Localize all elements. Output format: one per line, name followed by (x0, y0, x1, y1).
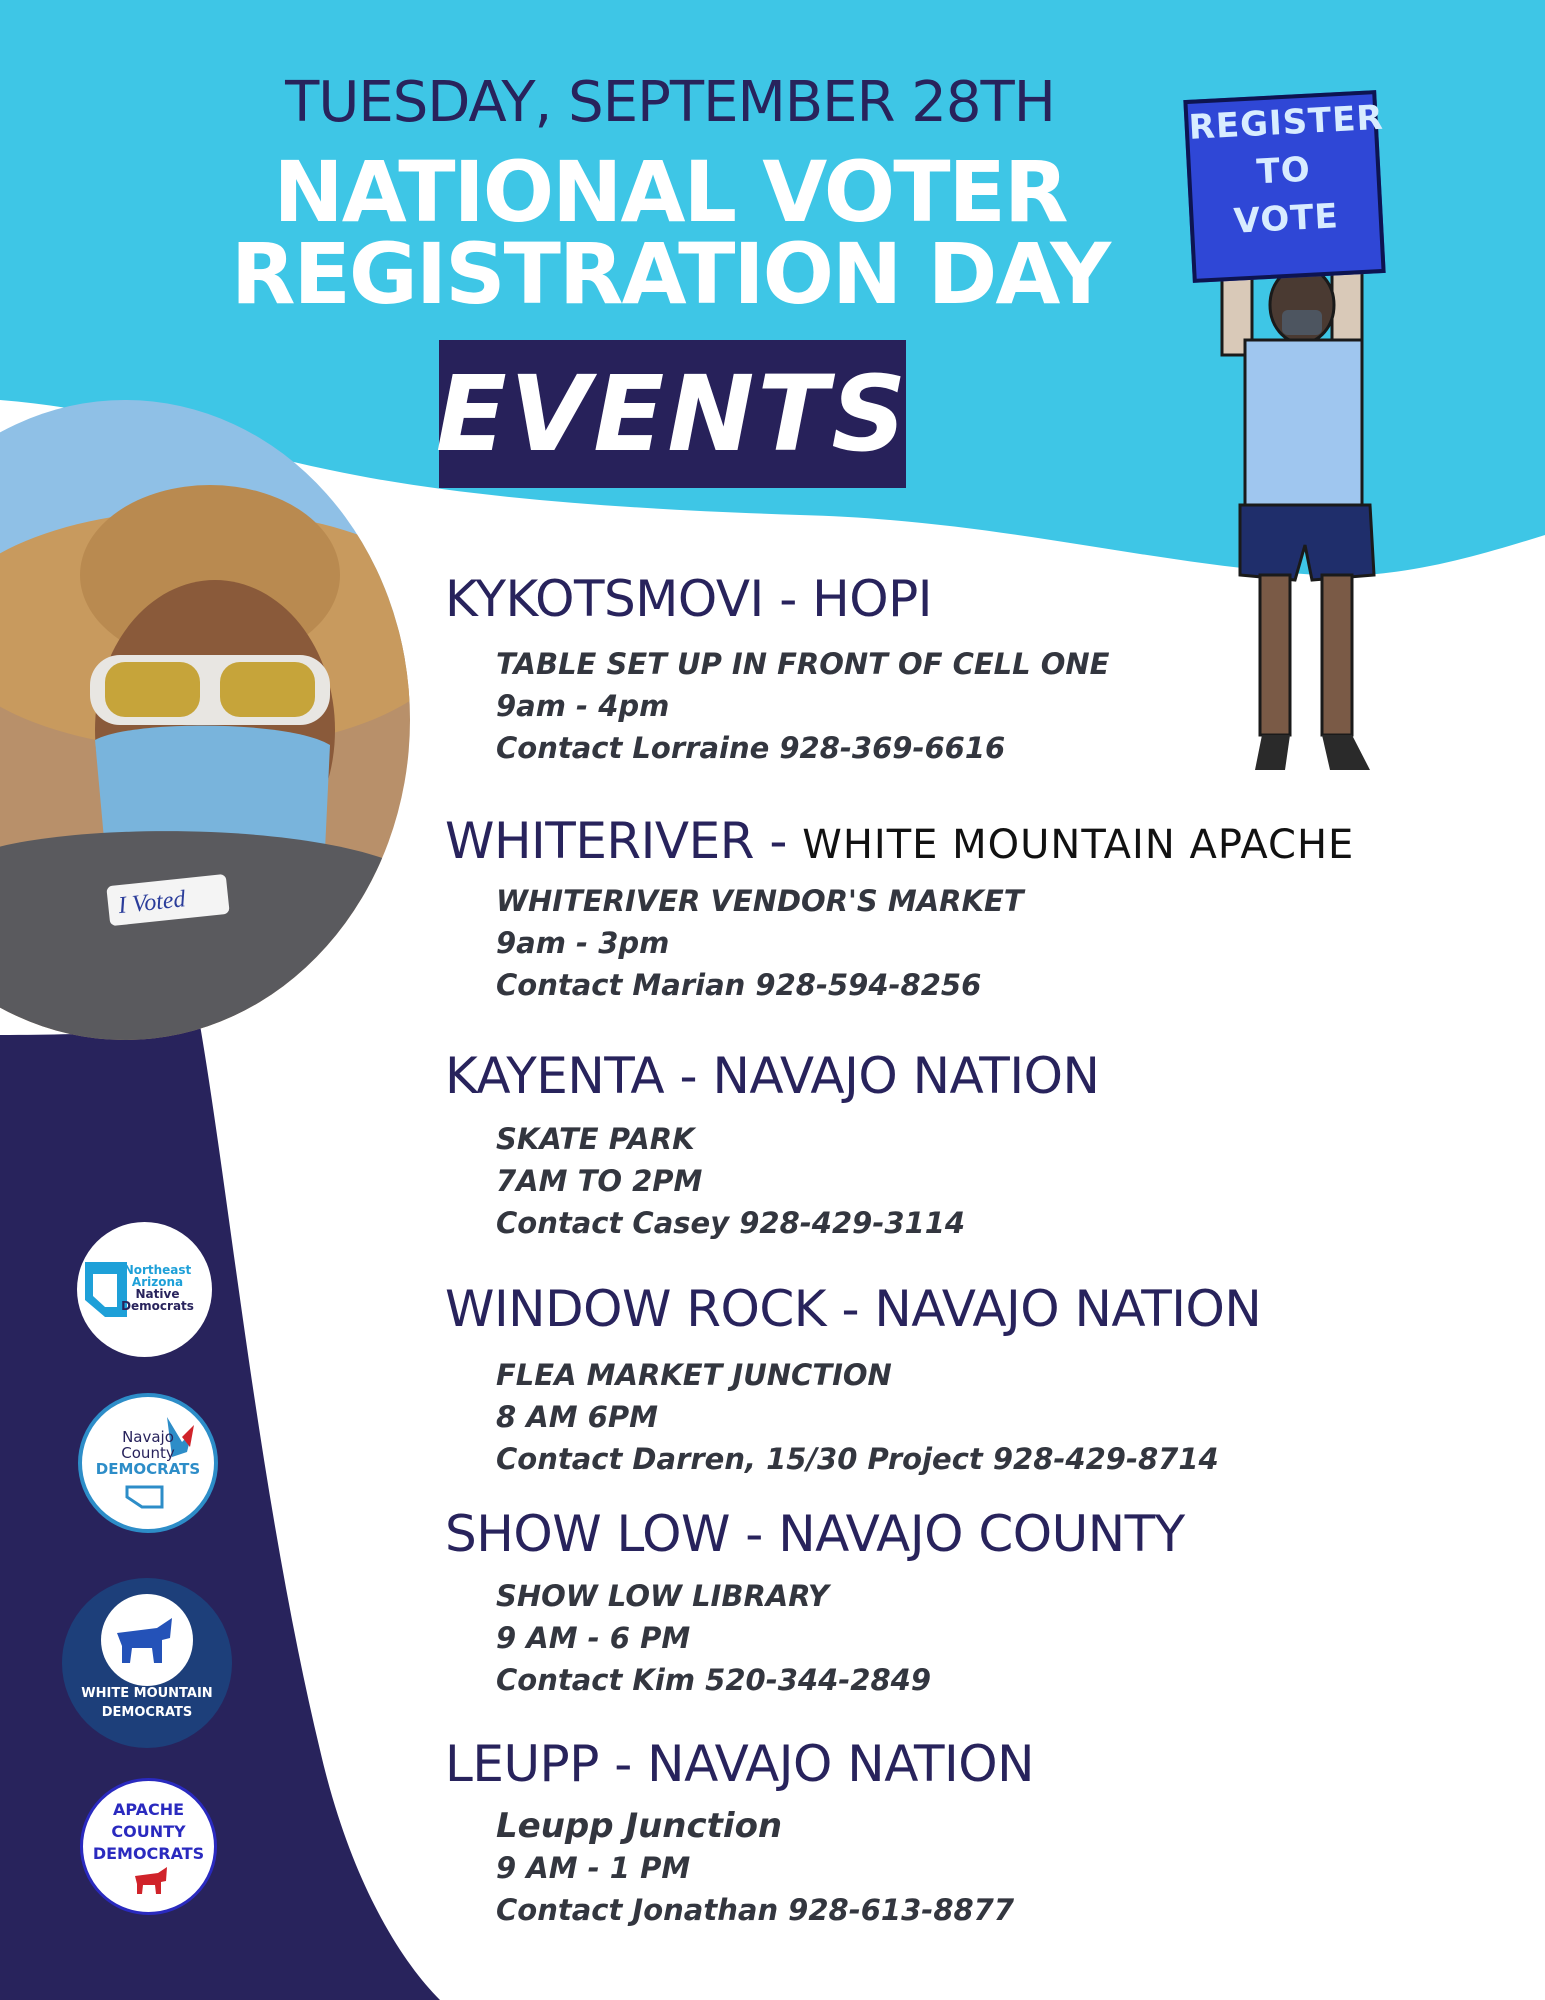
event-location-6 (445, 1735, 1034, 1793)
event-details-5 (496, 1575, 931, 1701)
logo-text-line: Northeast (123, 1263, 192, 1277)
event-contact: Contact Marian 928-594-8256 (496, 968, 982, 1002)
logo-text-line: Democrats (121, 1299, 194, 1313)
event-location-name: LEUPP - NAVAJO NATION (445, 1735, 1035, 1793)
event-time: 7AM TO 2PM (496, 1164, 703, 1198)
event-details-3 (496, 1118, 965, 1244)
event-time: 9 AM - 6 PM (496, 1621, 691, 1655)
title-line-1: NATIONAL VOTER (273, 143, 1067, 241)
event-place: FLEA MARKET JUNCTION (496, 1358, 892, 1392)
navajo-county-democrats-logo (78, 1393, 218, 1533)
event-location-4 (445, 1280, 1261, 1338)
event-place: WHITERIVER VENDOR'S MARKET (496, 884, 1024, 918)
events-label: EVENTS (435, 353, 910, 475)
logo-text-line: WHITE MOUNTAIN (81, 1686, 213, 1701)
event-contact: Contact Jonathan 928-613-8877 (496, 1893, 1015, 1927)
event-location-3 (445, 1047, 1099, 1105)
title-line-2: REGISTRATION DAY (230, 225, 1110, 323)
event-place: Leupp Junction (496, 1806, 783, 1846)
event-contact: Contact Lorraine 928-369-6616 (496, 731, 1006, 765)
event-place: SKATE PARK (496, 1122, 695, 1156)
event-location-name: WINDOW ROCK - NAVAJO NATION (445, 1280, 1262, 1338)
event-details-6 (496, 1805, 1014, 1931)
logo-text-line: DEMOCRATS (92, 1844, 205, 1863)
donkey-icon (62, 1578, 232, 1748)
event-location-1 (445, 570, 932, 628)
event-place: SHOW LOW LIBRARY (496, 1579, 829, 1613)
event-location-5 (445, 1505, 1185, 1563)
event-details-1 (496, 643, 1109, 769)
logo-text-line: Native (135, 1287, 180, 1301)
event-time: 8 AM 6PM (496, 1400, 658, 1434)
logo-text-line: Arizona (131, 1275, 184, 1289)
event-time: 9 AM - 1 PM (496, 1851, 691, 1885)
sign-line-3: VOTE (1232, 196, 1340, 242)
logo-text-line: APACHE (112, 1800, 185, 1819)
donkey-icon (83, 1781, 214, 1912)
i-voted-sticker: I Voted (117, 886, 187, 920)
northeast-arizona-native-democrats-logo (77, 1222, 212, 1357)
register-to-vote-sign (1183, 90, 1385, 283)
event-contact: Contact Darren, 15/30 Project 928-429-8714 (496, 1442, 1219, 1476)
event-location-sub: WHITE MOUNTAIN APACHE (802, 822, 1355, 868)
logo-text-line: Navajo (122, 1428, 174, 1446)
event-time: 9am - 3pm (496, 926, 670, 960)
event-place: TABLE SET UP IN FRONT OF CELL ONE (496, 647, 1110, 681)
event-location-name: KAYENTA - NAVAJO NATION (445, 1047, 1100, 1105)
logo-text-line: DEMOCRATS (101, 1705, 193, 1720)
event-location-name: SHOW LOW - NAVAJO COUNTY (445, 1505, 1185, 1563)
event-date: TUESDAY, SEPTEMBER 28TH (285, 70, 1055, 135)
sign-line-1: REGISTER (1187, 97, 1385, 148)
logo-text-line: COUNTY (111, 1822, 186, 1841)
logo-text-line: County (121, 1444, 175, 1462)
event-details-4 (496, 1354, 1219, 1480)
logo-text-line: DEMOCRATS (95, 1460, 201, 1478)
event-location-name: WHITERIVER - (445, 812, 803, 870)
white-mountain-democrats-logo (62, 1578, 232, 1748)
event-location-name: KYKOTSMOVI - HOPI (445, 570, 932, 628)
sign-line-2: TO (1255, 149, 1312, 193)
event-contact: Contact Kim 520-344-2849 (496, 1663, 932, 1697)
event-time: 9am - 4pm (496, 689, 670, 723)
event-location-2 (445, 812, 1354, 870)
event-contact: Contact Casey 928-429-3114 (496, 1206, 966, 1240)
apache-county-democrats-logo (80, 1778, 217, 1915)
event-details-2 (496, 880, 1024, 1006)
